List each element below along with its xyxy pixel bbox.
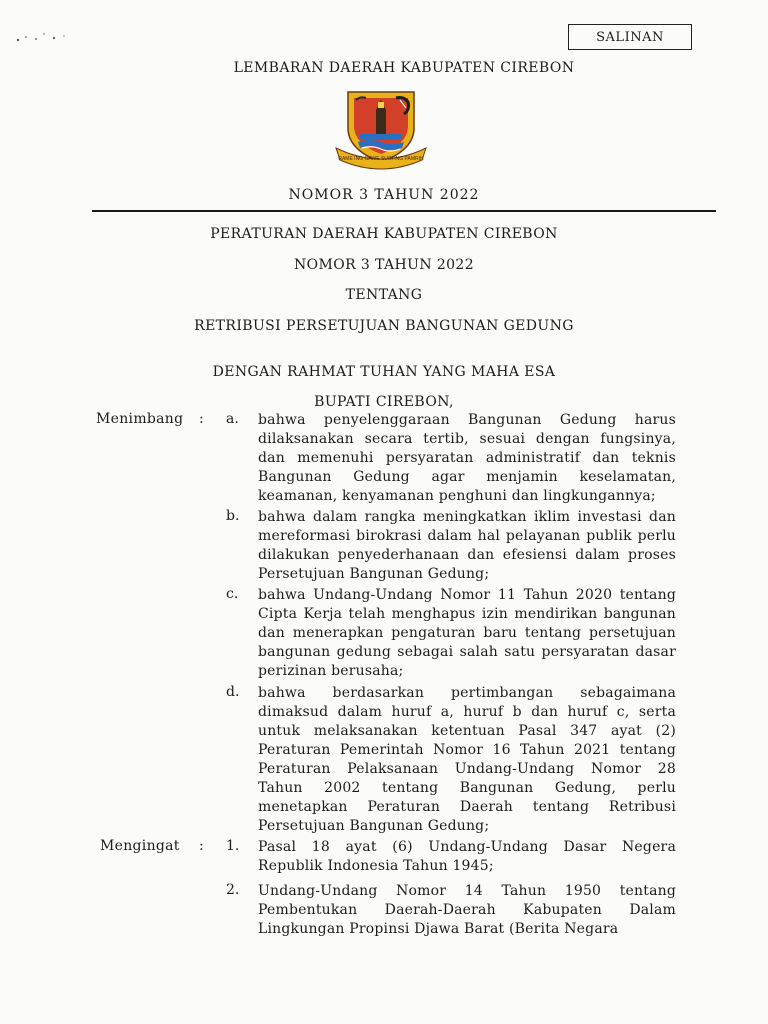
rahmat-heading: DENGAN RAHMAT TUHAN YANG MAHA ESA bbox=[212, 364, 556, 380]
lembaran-daerah-heading: LEMBARAN DAERAH KABUPATEN CIREBON bbox=[233, 60, 575, 76]
emblem-motto: RAME ING GAWE SUCI ING PAMRIH bbox=[338, 156, 424, 162]
kabupaten-cirebon-emblem bbox=[330, 88, 432, 172]
item-text: bahwa Undang-Undang Nomor 11 Tahun 2020 tentang Cipta Kerja telah menghapus izin mendirikan bangunan dan menerapkan pengaturan baru tentang persetujuan bangunan gedung sebagai salah satu persyaratan dasar perizinan berusaha; bbox=[258, 587, 676, 679]
lembaran-nomor: NOMOR 3 TAHUN 2022 bbox=[288, 187, 480, 203]
item-marker: d. bbox=[226, 684, 240, 700]
menimbang-label: Menimbang bbox=[96, 411, 184, 427]
salinan-stamp: SALINAN bbox=[568, 24, 692, 50]
regulation-subject: RETRIBUSI PERSETUJUAN BANGUNAN GEDUNG bbox=[194, 318, 574, 334]
item-text: bahwa dalam rangka meningkatkan iklim investasi dan mereformasi birokrasi dalam hal pelayanan publik perlu dilakukan penyederhanaan dan efesiensi dalam proses Persetujuan Bangunan Gedung; bbox=[258, 509, 676, 582]
bupati-heading: BUPATI CIREBON, bbox=[314, 394, 454, 410]
peraturan-nomor: NOMOR 3 TAHUN 2022 bbox=[293, 257, 475, 273]
item-marker: c. bbox=[226, 586, 239, 602]
item-text: bahwa berdasarkan pertimbangan sebagaimana dimaksud dalam huruf a, huruf b dan huruf c, serta untuk melaksanakan ketentuan Pasal 347 ayat (2) Peraturan Pemerintah Nomor 16 Tahun 2021 tentang Peraturan Pelaksanaan Undang-Undang Nomor 28 Tahun 2002 tentang Bangunan Gedung, perlu menetapkan Peraturan Daerah tentang Retribusi Persetujuan Bangunan Gedung; bbox=[258, 685, 676, 834]
peraturan-heading: PERATURAN DAERAH KABUPATEN CIREBON bbox=[210, 226, 558, 242]
item-marker: 1. bbox=[226, 838, 240, 854]
mengingat-label: Mengingat bbox=[100, 838, 180, 854]
item-marker: b. bbox=[226, 508, 240, 524]
item-marker: 2. bbox=[226, 882, 240, 898]
scan-specks bbox=[14, 28, 74, 48]
mengingat-colon: : bbox=[199, 838, 204, 854]
item-marker: a. bbox=[226, 411, 239, 427]
header-divider bbox=[92, 210, 716, 212]
item-text: Undang-Undang Nomor 14 Tahun 1950 tentang Pembentukan Daerah-Daerah Kabupaten Dalam Lingkungan Propinsi Djawa Barat (Berita Negara bbox=[258, 883, 676, 937]
item-text: Pasal 18 ayat (6) Undang-Undang Dasar Negera Republik Indonesia Tahun 1945; bbox=[258, 839, 676, 874]
menimbang-colon: : bbox=[199, 411, 204, 427]
tentang-heading: TENTANG bbox=[345, 287, 423, 303]
item-text: bahwa penyelenggaraan Bangunan Gedung harus dilaksanakan secara tertib, sesuai dengan fungsinya, dan memenuhi persyaratan administratif dan teknis Bangunan Gedung agar menjamin keselamatan, keamanan, kenyamanan penghuni dan lingkungannya; bbox=[258, 412, 676, 504]
